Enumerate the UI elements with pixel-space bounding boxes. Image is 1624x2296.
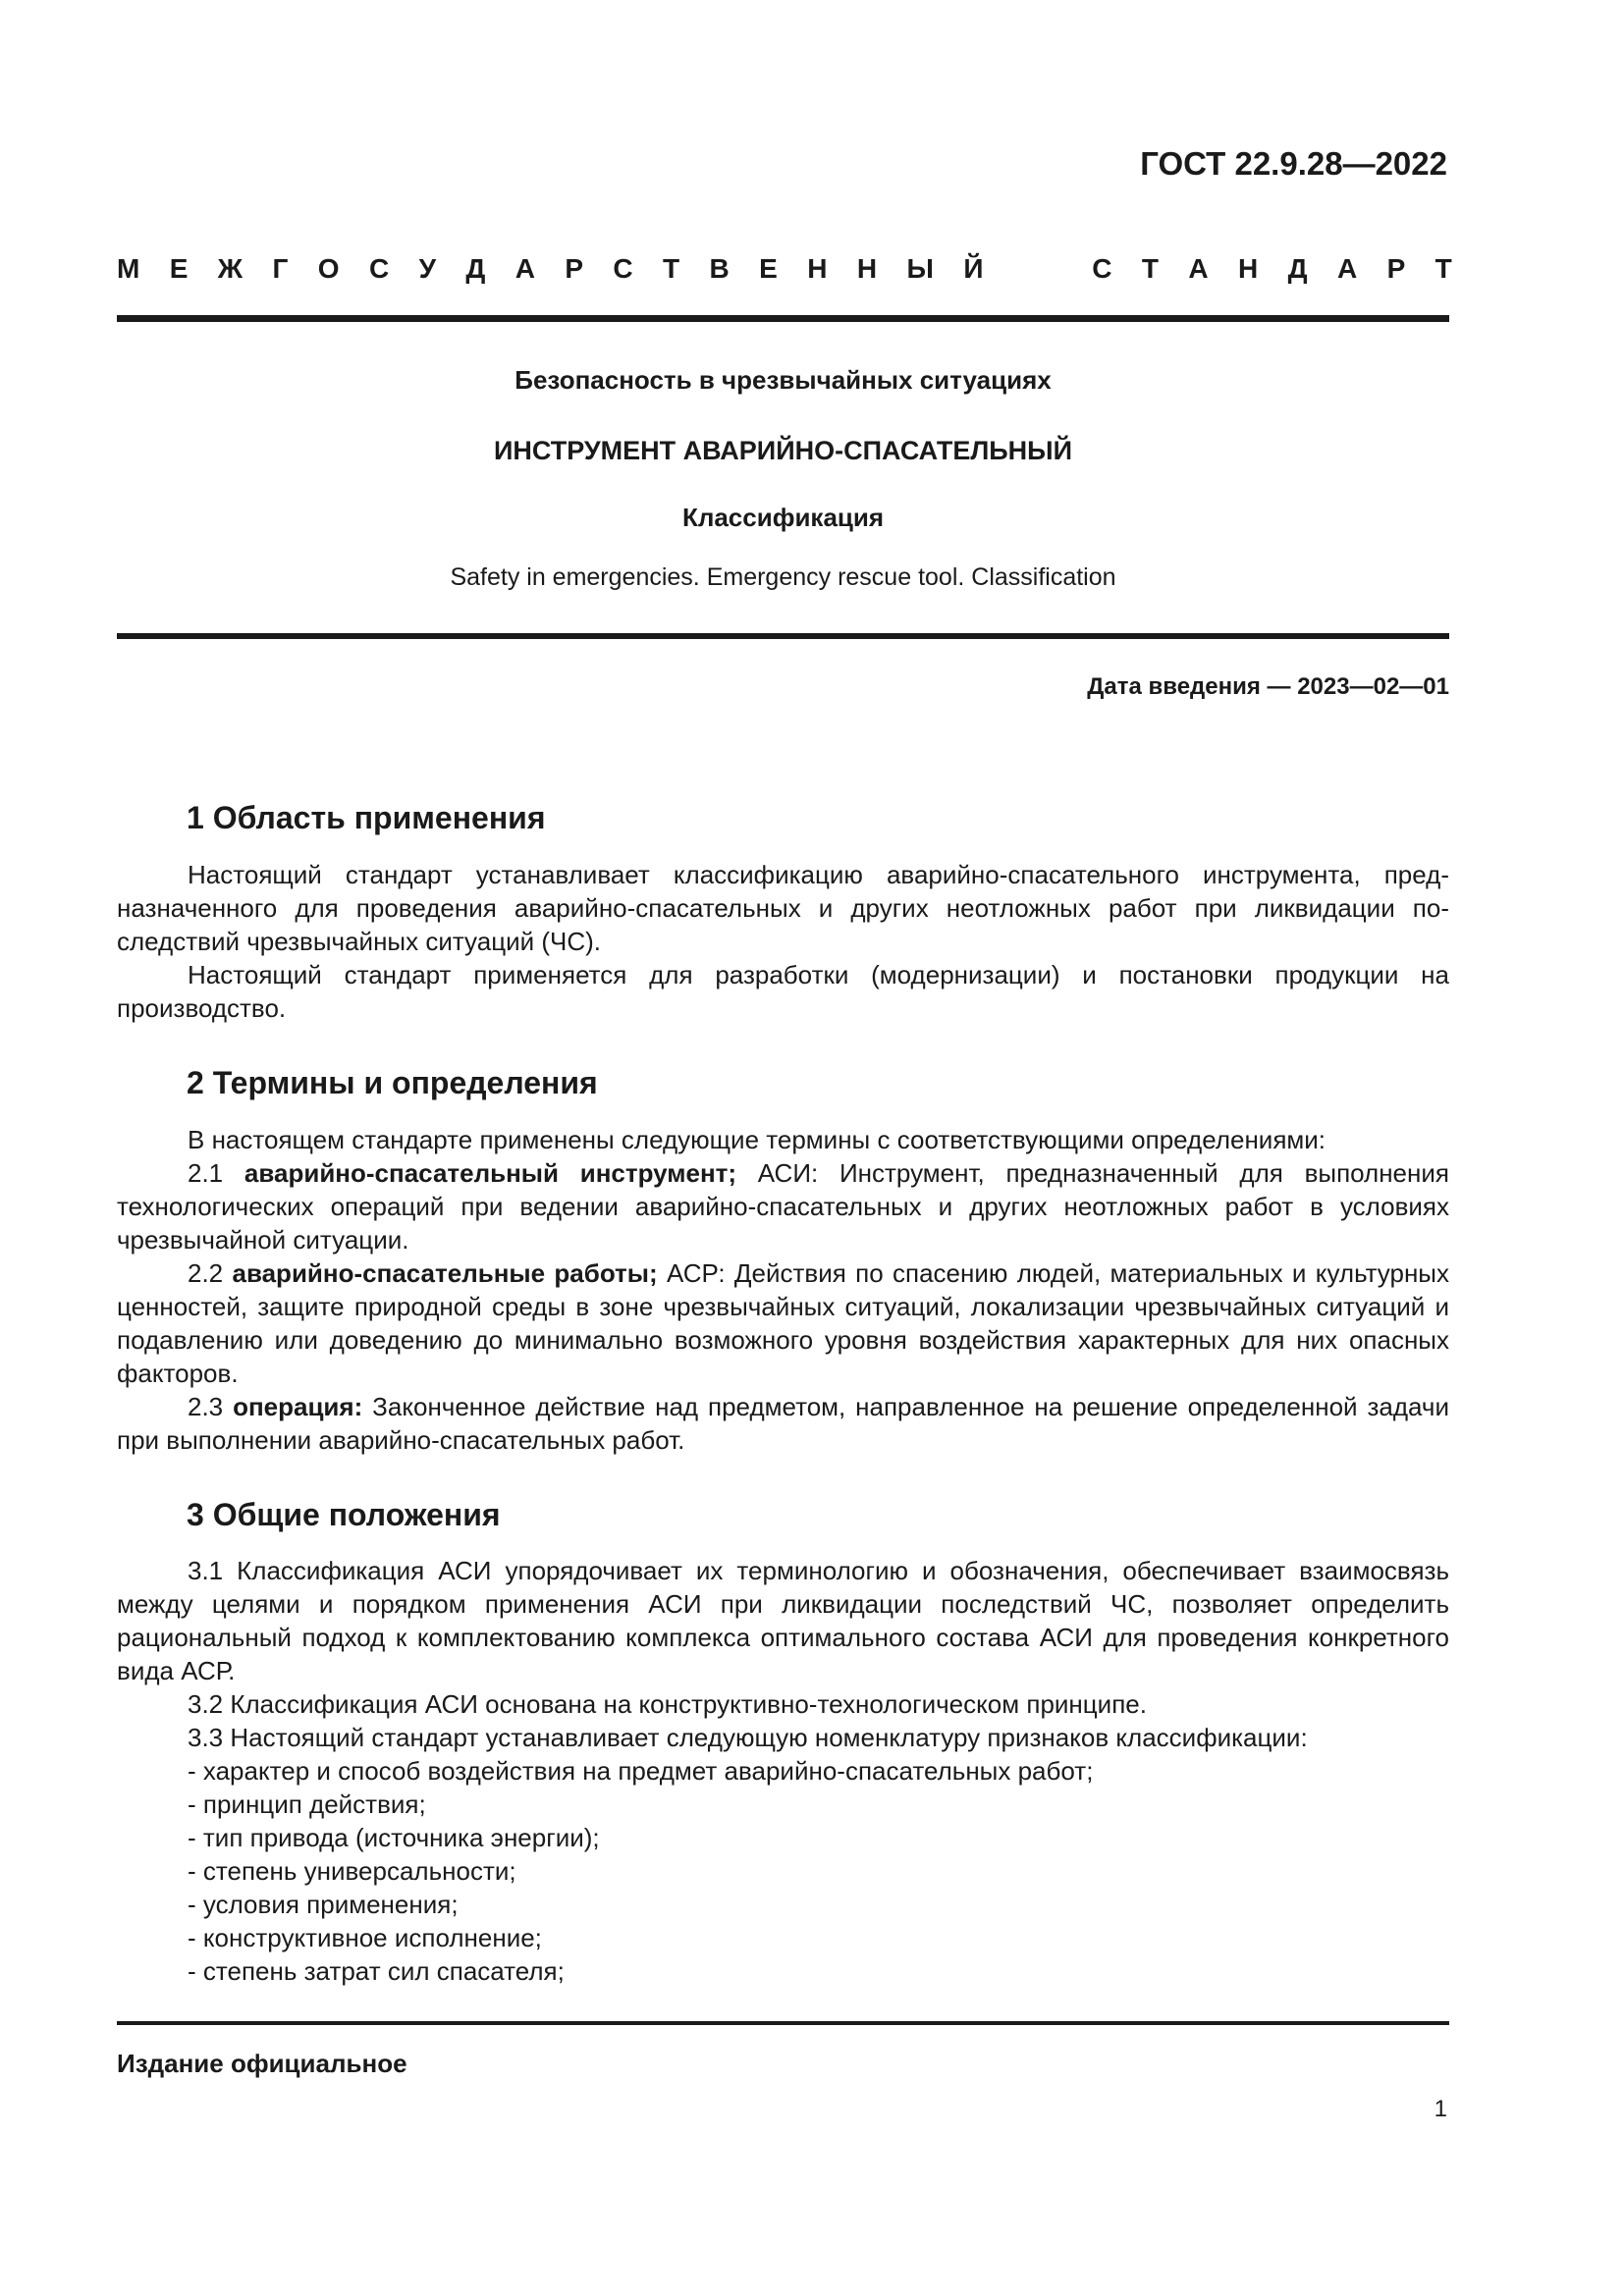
letter: Д bbox=[465, 253, 486, 284]
subject-line: Безопасность в чрезвычайных ситуациях bbox=[514, 365, 1052, 395]
word-gap bbox=[1013, 253, 1062, 285]
letter: С bbox=[368, 253, 390, 284]
list-item: - тип привода (источника энергии); bbox=[188, 1823, 600, 1852]
list-item: - степень универсальности; bbox=[188, 1856, 516, 1886]
letter: А bbox=[514, 253, 535, 284]
section-body bbox=[117, 1123, 1449, 1457]
letter: Ж bbox=[217, 253, 244, 284]
letter: У bbox=[418, 253, 436, 284]
letter: О bbox=[317, 253, 340, 284]
section-heading: 3 Общие положения bbox=[187, 1497, 501, 1532]
list-item: - принцип действия; bbox=[188, 1789, 426, 1819]
letter: Р bbox=[1386, 253, 1406, 284]
standard-number: ГОСТ 22.9.28—2022 bbox=[1140, 145, 1447, 182]
edition-label: Издание официальное bbox=[117, 2049, 407, 2078]
document-subtitle: Классификация bbox=[681, 503, 885, 532]
paragraph: В настоящем стандарте применены следующие термины с соответствующими определениями: bbox=[188, 1125, 1326, 1154]
paragraph: Настоящий стандарт устанавливает классификацию аварийно-спасательного инструмента, предназначенного для проведения аварийно-спасательных и других неотложных работ при ликвидации последствий чрезвычайных ситуаций (ЧС). bbox=[117, 860, 1449, 956]
letter: Н bbox=[856, 253, 878, 284]
definition: Законченное действие над предметом, направленное на решение определенной задачи при выполнении аварийно-спасательных работ. bbox=[117, 1392, 1449, 1455]
interstate-standard-heading bbox=[117, 253, 1452, 285]
section-heading: 2 Термины и определения bbox=[187, 1065, 598, 1100]
footer-divider bbox=[117, 2021, 1449, 2025]
letter: Г bbox=[272, 253, 289, 284]
letter: Й bbox=[963, 253, 984, 284]
introduction-date: Дата введения — 2023—02—01 bbox=[1087, 673, 1449, 700]
term: операция: bbox=[233, 1392, 363, 1421]
term-definition bbox=[117, 1256, 1449, 1390]
section-heading: 1 Область применения bbox=[187, 800, 546, 835]
term-definition bbox=[117, 1156, 1449, 1256]
list-item: - характер и способ воздействия на предмет аварийно-спасательных работ; bbox=[188, 1756, 1094, 1786]
list-item: - степень затрат сил спасателя; bbox=[188, 1956, 565, 1986]
term-number: 2.1 bbox=[188, 1158, 224, 1188]
letter: Р bbox=[565, 253, 584, 284]
section-body bbox=[117, 858, 1449, 1025]
letter: Т bbox=[663, 253, 680, 284]
letter: Е bbox=[169, 253, 189, 284]
letter: Т bbox=[1435, 253, 1452, 284]
letter: С bbox=[1092, 253, 1112, 284]
letter: В bbox=[709, 253, 730, 284]
term-definition bbox=[117, 1390, 1449, 1457]
list-item: - условия применения; bbox=[188, 1890, 459, 1919]
definition: АСИ: Инструмент, предназначенный для выполнения технологических операций при ведении аварийно-спасательных и других неотложных работ в условиях чрезвычайной ситуации. bbox=[117, 1158, 1449, 1255]
letter: Ы bbox=[906, 253, 934, 284]
english-title: Safety in emergencies. Emergency rescue tool. Classification bbox=[450, 563, 1116, 591]
letter: А bbox=[1336, 253, 1358, 284]
section-body bbox=[117, 1554, 1449, 1988]
letter: Т bbox=[1141, 253, 1159, 284]
definition: АСР: Действия по спасению людей, материальных и культурных ценностей, защите природной среды в зоне чрезвычайных ситуаций, локализации чрезвычайных ситуаций и подавлению или доведению до минимально возможного уровня воздействия характерных для них опасных факторов. bbox=[117, 1258, 1449, 1388]
term: аварийно-спасательные работы; bbox=[232, 1258, 658, 1288]
letter: Н bbox=[1237, 253, 1259, 284]
letter: Е bbox=[759, 253, 778, 284]
page-number: 1 bbox=[1434, 2096, 1447, 2122]
document-title: ИНСТРУМЕНТ АВАРИЙНО-СПАСАТЕЛЬНЫЙ bbox=[493, 436, 1073, 465]
paragraph: 3.2 Классификация АСИ основана на конструктивно-технологическом принципе. bbox=[188, 1689, 1147, 1719]
letter: А bbox=[1188, 253, 1209, 284]
paragraph: 3.1 Классификация АСИ упорядочивает их терминологию и обозначения, обеспечивает взаимосвязь между целями и порядком применения АСИ при ликвидации последствий ЧС, позволяет определить рациональный подход к комплектованию комплекса оптимального состава АСИ для проведения конкретного вида АСР. bbox=[117, 1556, 1449, 1685]
term-number: 2.2 bbox=[188, 1258, 224, 1288]
letter: С bbox=[613, 253, 633, 284]
list-item: - конструктивное исполнение; bbox=[188, 1923, 542, 1952]
title-divider bbox=[117, 633, 1449, 639]
term-number: 2.3 bbox=[188, 1392, 224, 1421]
top-divider bbox=[117, 315, 1449, 322]
letter: Н bbox=[807, 253, 828, 284]
letter: М bbox=[117, 253, 140, 284]
paragraph: Настоящий стандарт применяется для разработки (модернизации) и постановки продукции на производство. bbox=[117, 960, 1449, 1023]
term: аварийно-спасательный инструмент; bbox=[244, 1158, 737, 1188]
paragraph: 3.3 Настоящий стандарт устанавливает следующую номенклатуру признаков классификации: bbox=[188, 1723, 1308, 1752]
letter: Д bbox=[1287, 253, 1308, 284]
